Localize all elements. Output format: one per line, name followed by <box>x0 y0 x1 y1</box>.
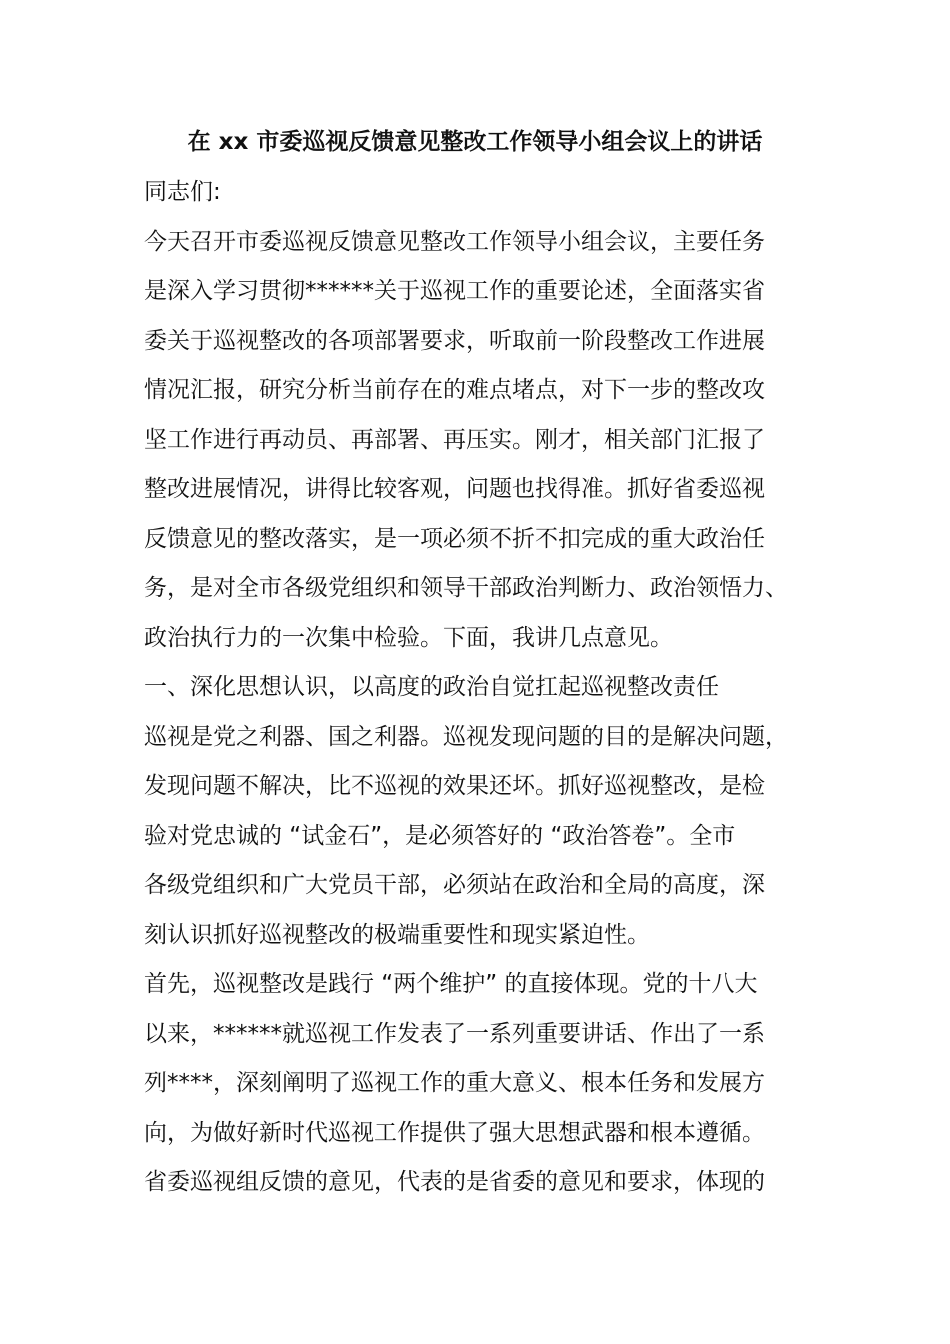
text-line: 巡视是党之利器、国之利器。巡视发现问题的目的是解决问题， <box>144 723 788 750</box>
text-line: 列****，深刻阐明了巡视工作的重大意义、根本任务和发展方 <box>144 1070 765 1096</box>
text-line: 委关于巡视整改的各项部署要求，听取前一阶段整改工作进展 <box>144 327 765 354</box>
text-line: 向，为做好新时代巡视工作提供了强大思想武器和根本遵循。 <box>144 1119 765 1146</box>
text-line: 发现问题不解决，比不巡视的效果还坏。抓好巡视整改，是检 <box>144 773 765 799</box>
text-line: 是深入学习贯彻******关于巡视工作的重要论述，全面落实省 <box>144 278 765 304</box>
text-line: 情况汇报，研究分析当前存在的难点堵点，对下一步的整改攻 <box>144 377 765 403</box>
text-line: 反馈意见的整改落实，是一项必须不折不扣完成的重大政治任 <box>144 525 765 552</box>
text-line: 省委巡视组反馈的意见，代表的是省委的意见和要求，体现的 <box>144 1169 765 1195</box>
document-title: 在 xx 市委巡视反馈意见整改工作领导小组会议上的讲话 <box>187 129 763 155</box>
document-body <box>144 168 824 1208</box>
text-line: 刻认识抓好巡视整改的极端重要性和现实紧迫性。 <box>144 921 650 948</box>
text-line: 首先，巡视整改是践行 “两个维护” 的直接体现。党的十八大 <box>144 971 758 997</box>
section-heading: 一、深化思想认识，以高度的政治自觉扛起巡视整改责任 <box>144 674 719 700</box>
text-line: 整改进展情况，讲得比较客观，问题也找得准。抓好省委巡视 <box>144 476 765 502</box>
text-line: 同志们: <box>144 179 221 205</box>
text-line: 各级党组织和广大党员干部，必须站在政治和全局的高度，深 <box>144 872 765 898</box>
text-line: 以来，******就巡视工作发表了一系列重要讲话、作出了一系 <box>144 1020 765 1047</box>
text-line: 政治执行力的一次集中检验。下面，我讲几点意见。 <box>144 624 673 651</box>
text-line: 今天召开市委巡视反馈意见整改工作领导小组会议，主要任务 <box>144 228 765 255</box>
text-line: 务，是对全市各级党组织和领导干部政治判断力、政治领悟力、 <box>144 575 788 601</box>
text-line: 验对党忠诚的 “试金石”，是必须答好的 “政治答卷”。全市 <box>144 822 736 849</box>
text-line: 坚工作进行再动员、再部署、再压实。刚才，相关部门汇报了 <box>144 426 765 453</box>
